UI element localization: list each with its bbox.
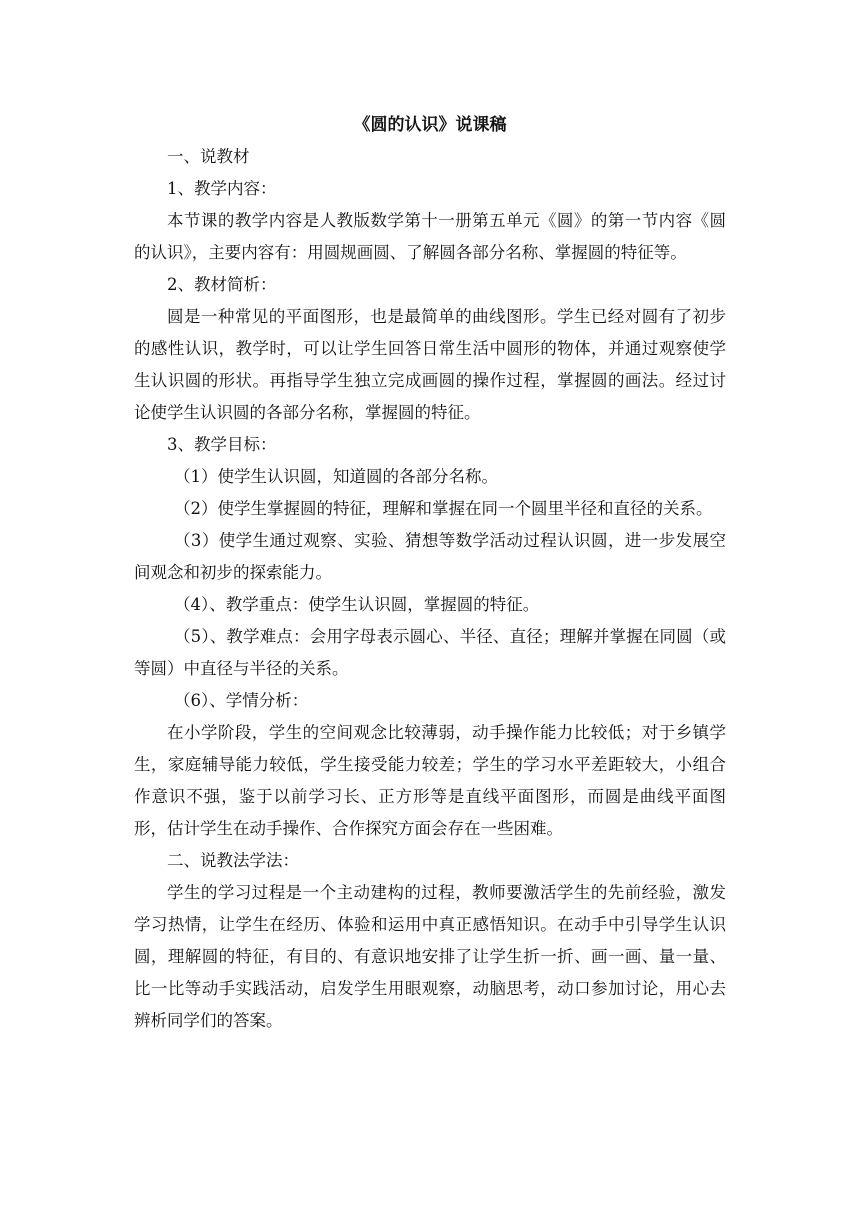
paragraph-methods: 学生的学习过程是一个主动建构的过程，教师要激活学生的先前经验，激发学习热情，让学生在经历、体验和运用中真正感悟知识。在动手中引导学生认识圆，理解圆的特征，有目的、有意识地安排了让学生折一折、画一画、量一量、比一比等动手实践活动，启发学生用眼观察，动脑思考，动口参加讨论，用心去辨析同学们的答案。: [134, 883, 726, 1030]
teaching-key-point: （4）、教学重点：使学生认识圆，掌握圆的特征。: [174, 595, 540, 614]
subheading-student-analysis: （6）、学情分析：: [174, 691, 309, 710]
section-heading-methods: 二、说教法学法：: [167, 851, 299, 870]
section-heading-teaching-material: 一、说教材: [167, 147, 250, 166]
paragraph-material-analysis: 圆是一种常见的平面图形，也是最简单的曲线图形。学生已经对圆有了初步的感性认识，教学时，可以让学生回答日常生活中圆形的物体，并通过观察使学生认识圆的形状。再指导学生独立完成画圆的操作过程，掌握圆的画法。经过讨论使学生认识圆的各部分名称，掌握圆的特征。: [134, 307, 726, 422]
objective-item-1: （1）使学生认识圆，知道圆的各部分名称。: [174, 467, 498, 486]
paragraph-student-analysis: 在小学阶段，学生的空间观念比较薄弱，动手操作能力比较低；对于乡镇学生，家庭辅导能力较低，学生接受能力较差；学生的学习水平差距较大，小组合作意识不强，鉴于以前学习长、正方形等是直线平面图形，而圆是曲线平面图形，估计学生在动手操作、合作探究方面会存在一些困难。: [134, 723, 726, 838]
objective-item-2: （2）使学生掌握圆的特征，理解和掌握在同一个圆里半径和直径的关系。: [174, 499, 713, 518]
subheading-teaching-content: 1、教学内容：: [167, 179, 277, 198]
document-body: [134, 109, 726, 1037]
subheading-material-analysis: 2、教材简析：: [167, 275, 277, 294]
teaching-difficulty: （5）、教学难点：会用字母表示圆心、半径、直径；理解并掌握在同圆（或等圆）中直径与半径的关系。: [134, 627, 726, 678]
subheading-teaching-objectives: 3、教学目标：: [167, 435, 277, 454]
paragraph-teaching-content: 本节课的教学内容是人教版数学第十一册第五单元《圆》的第一节内容《圆的认识》，主要内容有：用圆规画圆、了解圆各部分名称、掌握圆的特征等。: [134, 211, 726, 262]
document-title: 《圆的认识》说课稿: [353, 115, 507, 135]
objective-item-3: （3）使学生通过观察、实验、猜想等数学活动过程认识圆，进一步发展空间观念和初步的探索能力。: [134, 531, 726, 582]
